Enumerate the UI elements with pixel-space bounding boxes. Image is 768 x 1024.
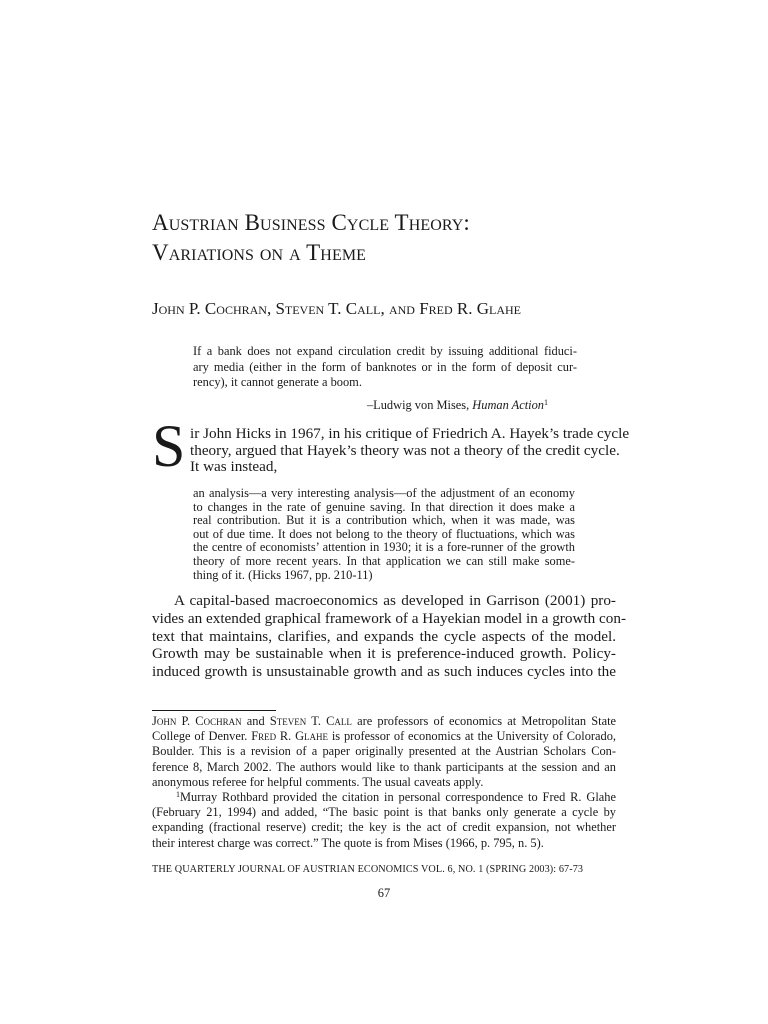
footnote-1-line: their interest charge was correct.” The quote is from Mises (1966, p. 795, n. 5). (152, 835, 544, 850)
article-title-line-1: Austrian Business Cycle Theory: (152, 210, 470, 235)
epigraph (193, 344, 577, 391)
body-line: A capital-based macroeconomics as developed in Garrison (2001) pro- (174, 592, 616, 609)
author-list: John P. Cochran, Steven T. Call, and Fred R. Glahe (152, 299, 522, 318)
epigraph-line: If a bank does not expand circulation credit by issuing additional fiduci- (193, 344, 577, 358)
attribution-author: –Ludwig von Mises, (366, 398, 473, 412)
author-note-text: College of Denver. (152, 729, 252, 744)
body-line: vides an extended graphical framework of a Hayekian model in a growth con- (152, 609, 627, 627)
author-note-line: Boulder. This is a revision of a paper originally presented at the Austrian Scholars Con- (152, 744, 616, 759)
article-title (152, 208, 622, 268)
page-number: 67 (377, 886, 391, 900)
author-note-text: are professors of economics at Metropolitan State (351, 714, 617, 728)
attribution-work: Human Action (472, 398, 544, 412)
blockquote-line: the centre of economists’ attention in 1930; it is a fore-runner of the growth (193, 540, 575, 555)
blockquote-line: out of due time. It does not belong to the theory of fluctuations, which was (193, 526, 575, 541)
author-note-line (152, 714, 616, 729)
author-name: Steven T. Call (269, 714, 352, 728)
body-line: induced growth is unsustainable growth and as such induces cycles into the (152, 663, 616, 681)
footnotes (152, 714, 616, 851)
author-note-line (152, 729, 616, 744)
intro-line: It was instead, (190, 458, 278, 475)
body-line: Growth may be sustainable when it is preference-induced growth. Policy- (152, 645, 616, 663)
footnote-reference: 1 (544, 398, 548, 407)
author-note-text: and (241, 714, 270, 728)
article-title-line-2: Variations on a Theme (152, 240, 367, 265)
journal-citation: THE QUARTERLY JOURNAL OF AUSTRIAN ECONOMICS VOL. 6, NO. 1 (SPRING 2003): 67-73 (152, 864, 584, 875)
body-paragraph (152, 592, 627, 681)
intro-paragraph (190, 425, 630, 476)
hicks-block-quote (193, 487, 575, 582)
footnote-text: Murray Rothbard provided the citation in personal correspondence to Fred R. Glahe (180, 790, 616, 805)
intro-line: theory, argued that Hayek’s theory was not a theory of the credit cycle. (190, 441, 620, 459)
intro-line: ir John Hicks in 1967, in his critique of Friedrich A. Hayek’s trade cycle (190, 425, 630, 442)
blockquote-line: an analysis—a very interesting analysis—of the adjustment of an economy (193, 486, 575, 500)
footnote-1-line: (February 21, 1994) and added, “The basic point is that banks only generate a cycle by (152, 805, 616, 820)
epigraph-line: ary media (either in the form of banknotes or in the form of deposit cur- (193, 359, 577, 374)
author-name: Fred R. Glahe (251, 729, 329, 744)
footnote-divider (152, 710, 276, 711)
author-note-line: ference 8, March 2002. The authors would like to thank participants at the session and an (152, 759, 616, 774)
body-line: text that maintains, clarifies, and expands the cycle aspects of the model. (152, 627, 616, 645)
footnote-1-line: expanding (fractional reserve) credit; the key is the act of credit expansion, not whether (152, 820, 616, 835)
epigraph-line: rency), it cannot generate a boom. (193, 375, 362, 389)
drop-cap: S (152, 413, 186, 479)
author-note-line: anonymous referee for helpful comments. The usual caveats apply. (152, 774, 484, 789)
blockquote-line: to changes in the rate of genuine saving. In that direction it does make a (193, 499, 575, 514)
footnote-1-line (152, 790, 616, 805)
author-name: John P. Cochran (152, 714, 242, 728)
blockquote-line: thing of it. (Hicks 1967, pp. 210-11) (193, 567, 373, 582)
author-note-text: is professor of economics at the University of Colorado, (328, 729, 617, 744)
blockquote-line: real contribution. But it is a contribution which, when it was made, was (193, 513, 575, 528)
footnote-marker: 1 (176, 790, 180, 800)
blockquote-line: theory of more recent years. In that application we can still make some- (193, 553, 575, 568)
epigraph-attribution (193, 397, 548, 413)
